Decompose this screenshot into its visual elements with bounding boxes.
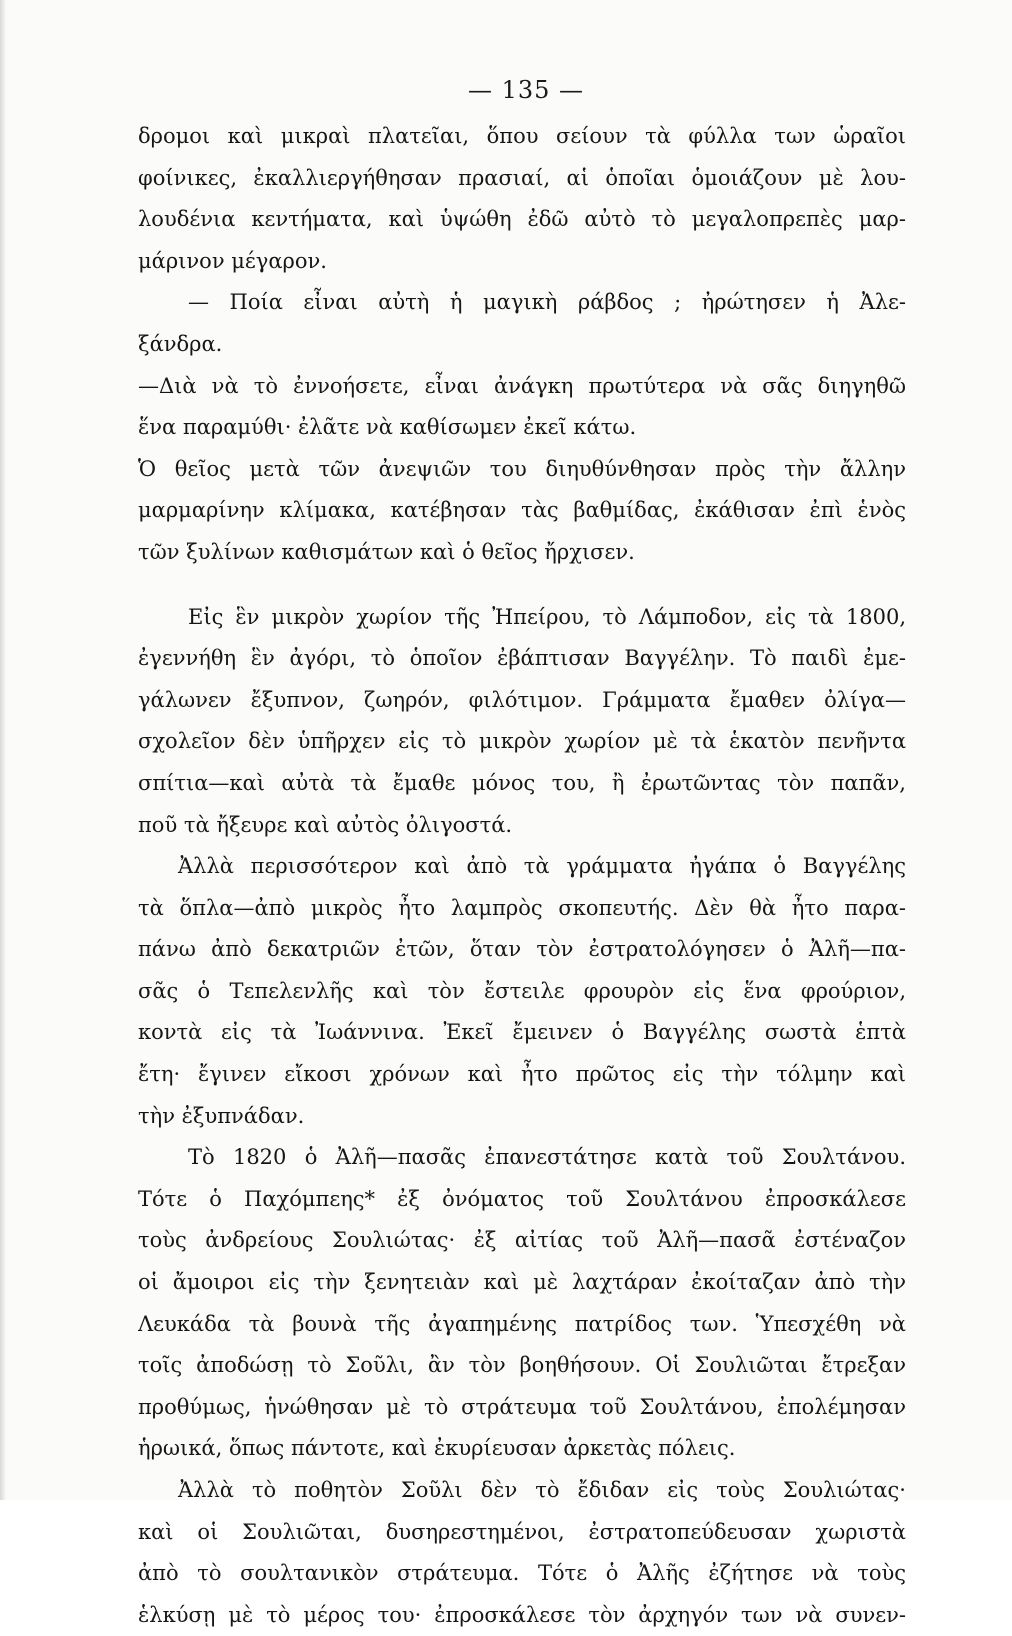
- text-line: ἑλκύσῃ μὲ τὸ μέρος του· ἐπροσκάλεσε τὸν ἀρχηγόν των νὰ συνεν-: [138, 1602, 906, 1627]
- text-line: μαρμαρίνην κλίμακα, κατέβησαν τὰς βαθμίδας, ἐκάθισαν ἐπὶ ἑνὸς: [138, 498, 906, 523]
- text-line: Τὸ 1820 ὁ Ἀλῆ—πασᾶς ἐπανεστάτησε κατὰ τοῦ Σουλτάνου.: [188, 1145, 906, 1170]
- text-line: Ἀλλὰ τὸ ποθητὸν Σοῦλι δὲν τὸ ἔδιδαν εἰς τοὺς Σουλιώτας·: [178, 1478, 906, 1502]
- text-line: ἐγεννήθη ἓν ἀγόρι, τὸ ὁποῖον ἐβάπτισαν Βαγγέλην. Τὸ παιδὶ ἐμε-: [138, 646, 906, 671]
- text-line: Ἀλλὰ περισσότερον καὶ ἀπὸ τὰ γράμματα ἠγάπα ὁ Βαγγέλης: [178, 854, 906, 879]
- section-gap: [138, 574, 906, 597]
- text-line: Εἰς ἓν μικρὸν χωρίον τῆς Ἠπείρου, τὸ Λάμποδον, εἰς τὰ 1800,: [188, 604, 906, 629]
- text-line: καὶ οἱ Σουλιῶται, δυσηρεστημένοι, ἐστρατοπεύδευσαν χωριστὰ: [138, 1519, 906, 1544]
- text-line: ξάνδρα.: [138, 331, 223, 356]
- page-body-text: [138, 116, 906, 1636]
- text-line: φοίνικες, ἐκαλλιεργήθησαν πρασιαί, αἱ ὁποῖαι ὁμοιάζουν μὲ λου-: [138, 165, 906, 190]
- page-number: — 135 —: [467, 76, 585, 104]
- text-line: Λευκάδα τὰ βουνὰ τῆς ἀγαπημένης πατρίδος των. Ὑπεσχέθη νὰ: [138, 1311, 906, 1336]
- text-line: δρομοι καὶ μικραὶ πλατεῖαι, ὅπου σείουν τὰ φύλλα των ὡραῖοι: [138, 124, 906, 148]
- text-line: κοντὰ εἰς τὰ Ἰωάννινα. Ἐκεῖ ἔμεινεν ὁ Βαγγέλης σωστὰ ἑπτὰ: [138, 1020, 906, 1045]
- text-line: σπίτια—καὶ αὐτὰ τὰ ἔμαθε μόνος του, ἢ ἐρωτῶντας τὸν παπᾶν,: [138, 770, 906, 795]
- page-binding-shadow: [0, 0, 6, 1500]
- text-line: τῶν ξυλίνων καθισμάτων καὶ ὁ θεῖος ἤρχισεν.: [138, 539, 635, 564]
- text-line: σχολεῖον δὲν ὑπῆρχεν εἰς τὸ μικρὸν χωρίον μὲ τὰ ἑκατὸν πενῆντα: [138, 729, 906, 754]
- text-line: τοῖς ἀποδώσῃ τὸ Σοῦλι, ἂν τὸν βοηθήσουν. Οἱ Σουλιῶται ἔτρεξαν: [138, 1353, 906, 1378]
- text-line: ποῦ τὰ ἤξευρε καὶ αὐτὸς ὀλιγοστά.: [138, 812, 513, 837]
- text-line: — Ποία εἶναι αὐτὴ ἡ μαγικὴ ράβδος ; ἠρώτησεν ἡ Ἀλε-: [188, 290, 906, 315]
- text-line: γάλωνεν ἔξυπνον, ζωηρόν, φιλότιμον. Γράμματα ἔμαθεν ὀλίγα—: [138, 687, 906, 712]
- text-line: μάρινον μέγαρον.: [138, 248, 327, 273]
- text-line: οἱ ἄμοιροι εἰς τὴν ξενητειὰν καὶ μὲ λαχτάραν ἐκοίταζαν ἀπὸ τὴν: [138, 1270, 906, 1295]
- text-line: τὰ ὅπλα—ἀπὸ μικρὸς ἦτο λαμπρὸς σκοπευτής. Δὲν θὰ ἦτο παρα-: [138, 895, 906, 920]
- text-line: σᾶς ὁ Τεπελενλῆς καὶ τὸν ἔστειλε φρουρὸν εἰς ἕνα φρούριον,: [138, 978, 906, 1003]
- text-line: ἡρωικά, ὅπως πάντοτε, καὶ ἐκυρίευσαν ἀρκετὰς πόλεις.: [138, 1436, 736, 1461]
- text-line: ἕνα παραμύθι· ἐλᾶτε νὰ καθίσωμεν ἐκεῖ κάτω.: [138, 415, 637, 440]
- text-line: τοὺς ἀνδρείους Σουλιώτας· ἐξ αἰτίας τοῦ Ἀλῆ—πασᾶ ἐστέναζον: [138, 1228, 906, 1253]
- text-line: προθύμως, ἡνώθησαν μὲ τὸ στράτευμα τοῦ Σουλτάνου, ἐπολέμησαν: [138, 1394, 906, 1419]
- text-line: ἔτη· ἔγινεν εἴκοσι χρόνων καὶ ἦτο πρῶτος εἰς τὴν τόλμην καὶ: [138, 1062, 906, 1087]
- text-line: πάνω ἀπὸ δεκατριῶν ἐτῶν, ὅταν τὸν ἐστρατολόγησεν ὁ Ἀλῆ—πα-: [138, 937, 906, 962]
- text-line: —Διὰ νὰ τὸ ἐννοήσετε, εἶναι ἀνάγκη πρωτύτερα νὰ σᾶς διηγηθῶ: [138, 373, 906, 398]
- text-line: λουδένια κεντήματα, καὶ ὑψώθη ἐδῶ αὐτὸ τὸ μεγαλοπρεπὲς μαρ-: [138, 207, 906, 232]
- text-line: Τότε ὁ Παχόμπεης* ἐξ ὀνόματος τοῦ Σουλτάνου ἐπροσκάλεσε: [138, 1186, 906, 1211]
- text-line: τὴν ἐξυπνάδαν.: [138, 1103, 305, 1128]
- text-line: Ὁ θεῖος μετὰ τῶν ἀνεψιῶν του διηυθύνθησαν πρὸς τὴν ἄλλην: [138, 456, 906, 481]
- text-line: ἀπὸ τὸ σουλτανικὸν στράτευμα. Τότε ὁ Ἀλῆς ἐζήτησε νὰ τοὺς: [138, 1561, 906, 1586]
